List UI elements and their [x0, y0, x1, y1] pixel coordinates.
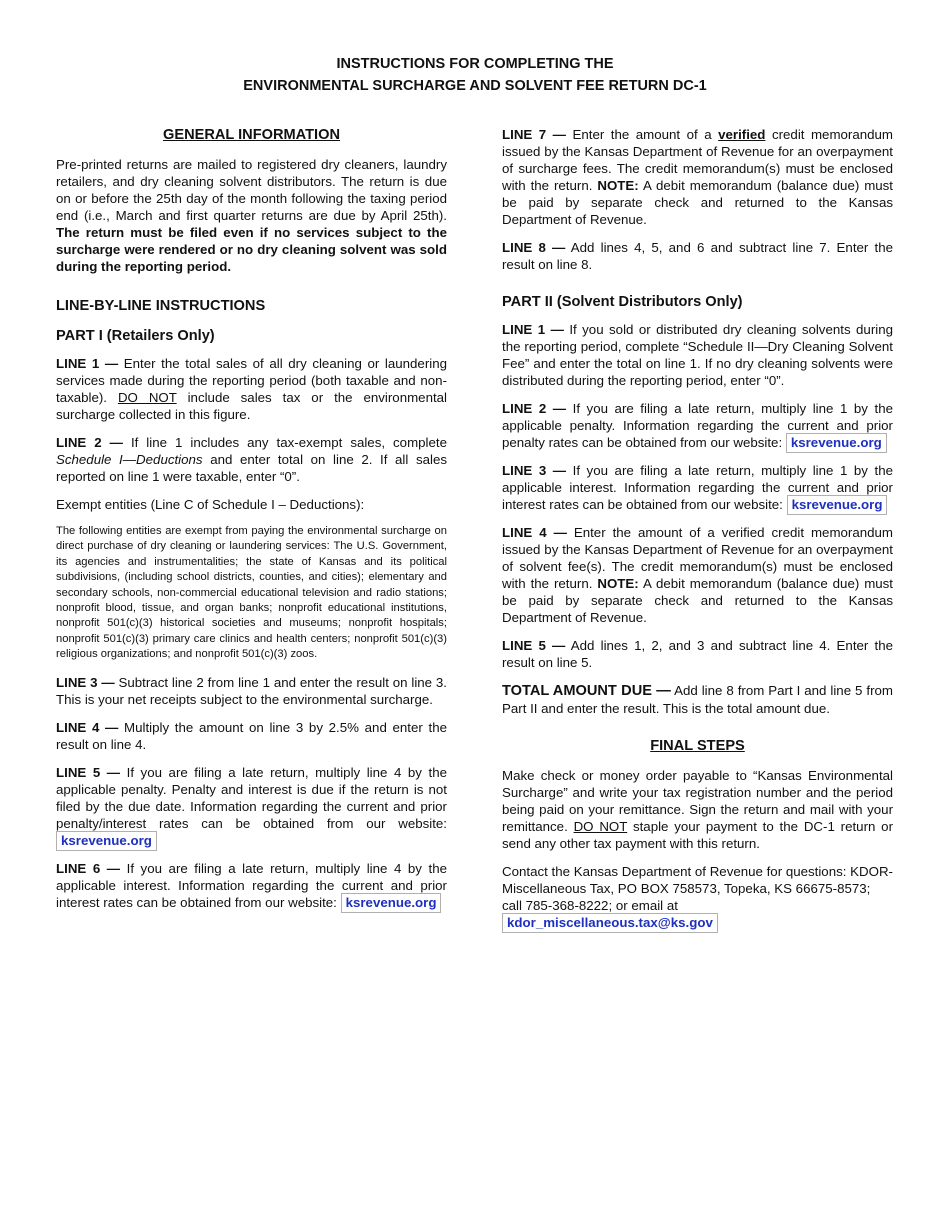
- part1-line7-verified: verified: [718, 127, 766, 142]
- part1-line1-text-b: include sales tax or the environmental surcharge collected in this figure.: [56, 390, 448, 422]
- part2-line3-paragraph: [502, 462, 893, 513]
- part1-line7-text-b: credit memorandum issued by the Kansas Department of Revenue for an overpayment of surcharge fees. The credit memorandum(s) must be enclosed with the return.: [502, 127, 893, 193]
- part1-line2-label: LINE 2 —: [56, 435, 123, 450]
- general-information-heading: GENERAL INFORMATION: [162, 127, 340, 143]
- ksrevenue-link[interactable]: ksrevenue.org: [786, 433, 887, 453]
- contact-text: Contact the Kansas Department of Revenue for questions: KDOR-Miscellaneous Tax, PO BOX 758573, Topeka, KS 66675-8573; call 785-368-8222; or email at: [502, 864, 893, 913]
- part1-line7-note: NOTE:: [597, 178, 639, 193]
- part1-line7-text-a: Enter the amount of a: [572, 127, 712, 142]
- part1-line1-paragraph: [56, 355, 447, 423]
- part1-line1-label: LINE 1 —: [56, 356, 119, 371]
- exempt-text: The following entities are exempt from paying the environmental surcharge on direct purchase of dry cleaning or laundering services: The U.S. Government, its agencies and instrumentalities; the state of Kansas and its political subdivisions, (including school districts, counties, and cities); elementary and secondary schools, non-commercial educational television and radio stations; nonprofit blood, tissue, and organ banks; nonprofit educational institutions, nonprofit 501(c)(3) historical societies and museums; nonprofit hospitals; nonprofit 501(c)(3) primary care clinics and health centers; nonprofit 501(c)(3) religious organizations; and nonprofit 501(c)(3) zoos.: [56, 525, 447, 661]
- part2-line4-note: NOTE:: [597, 576, 639, 591]
- left-column: [56, 126, 447, 922]
- part1-line4-label: LINE 4 —: [56, 719, 119, 735]
- total-amount-label: TOTAL AMOUNT DUE —: [502, 683, 671, 699]
- email-link[interactable]: kdor_miscellaneous.tax@ks.gov: [502, 913, 718, 933]
- part2-line1-label: LINE 1 —: [502, 322, 564, 337]
- part1-line1-do-not: DO NOT: [117, 390, 177, 405]
- part2-line3-text: If you are filing a late return, multiply line 1 by the applicable interest. Information regarding the current and prior interest rates can be obtained from our website:: [502, 463, 893, 512]
- final-do-not: DO NOT: [573, 819, 628, 834]
- part-2-heading: PART II (Solvent Distributors Only): [502, 294, 743, 310]
- part1-line6-label: LINE 6 —: [56, 860, 121, 876]
- part2-line5-paragraph: [502, 637, 893, 671]
- general-text: Pre-printed returns are mailed to registered dry cleaners, laundry retailers, and dry cleaning solvent distributors. The return is due on or before the 25th day of the month following the taxing period end (i.e., March and first quarter returns are due by April 25th).: [56, 157, 447, 223]
- part2-line2-label: LINE 2 —: [502, 401, 567, 416]
- general-information-paragraph: [56, 156, 447, 275]
- part2-line1-text: If you sold or distributed dry cleaning solvents during the reporting period, complete “Schedule II—Dry Cleaning Solvent Fee” and enter the total on line 1. If no dry cleaning solvents were distributed during the reporting period, enter “0”.: [502, 322, 893, 388]
- part1-line8-label: LINE 8 —: [502, 240, 566, 255]
- part1-line5-paragraph: [56, 764, 447, 849]
- ksrevenue-link[interactable]: ksrevenue.org: [787, 495, 888, 515]
- part1-line4-text: Multiply the amount on line 3 by 2.5% and enter the result on line 4.: [56, 719, 447, 752]
- final-text-a: Make check or money order payable to “Kansas Environmental Surcharge” and write your tax registration number and the period being paid on your remittance. Sign the return and mail with your remittance.: [502, 768, 893, 834]
- total-amount-paragraph: [502, 682, 893, 717]
- title-line-1: INSTRUCTIONS FOR COMPLETING THE: [336, 56, 614, 72]
- part1-line7-text-c: A debit memorandum (balance due) must be paid by separate check and returned to the Kansas Department of Revenue.: [502, 178, 894, 227]
- part1-line2-paragraph: [56, 434, 447, 485]
- final-text-b: staple your payment to the DC-1 return or send any other tax payment with this return.: [502, 819, 894, 851]
- part2-line3-label: LINE 3 —: [502, 463, 567, 478]
- part2-line4-paragraph: [502, 524, 893, 626]
- final-steps-paragraph: [502, 767, 893, 852]
- general-bold-text: The return must be filed even if no services subject to the surcharge were rendered or no dry cleaning solvent was sold during the reporting period.: [56, 225, 447, 274]
- title-line-2: ENVIRONMENTAL SURCHARGE AND SOLVENT FEE RETURN DC-1: [243, 78, 707, 94]
- part1-line8-paragraph: [502, 239, 893, 273]
- page-title: [0, 53, 950, 97]
- part1-line3-paragraph: [56, 674, 447, 708]
- part2-line1-paragraph: [502, 321, 893, 389]
- part2-line2-text: If you are filing a late return, multiply line 1 by the applicable penalty. Information regarding the current and prior penalty rates can be obtained from our website:: [502, 401, 893, 450]
- part2-line4-text-a: Enter the amount of a verified credit memorandum issued by the Kansas Department of Revenue for an overpayment of solvent fee(s). The credit memorandum(s) must be enclosed with the return.: [502, 525, 893, 591]
- part1-line3-label: LINE 3 —: [56, 674, 115, 690]
- ksrevenue-link[interactable]: ksrevenue.org: [341, 893, 442, 913]
- part1-line2-text-b: and enter total on line 2. If all sales reported on line 1 were taxable, enter “0”.: [56, 452, 447, 484]
- line-by-line-heading: LINE-BY-LINE INSTRUCTIONS: [56, 298, 266, 314]
- part2-line5-text: Add lines 1, 2, and 3 and subtract line 4. Enter the result on line 5.: [502, 638, 893, 670]
- part1-line8-text: Add lines 4, 5, and 6 and subtract line 7. Enter the result on line 8.: [502, 240, 893, 272]
- part1-line2-text-a: If line 1 includes any tax-exempt sales, complete: [130, 435, 447, 450]
- part1-line7-label: LINE 7 —: [502, 127, 566, 142]
- contact-paragraph: [502, 863, 893, 931]
- part1-line4-paragraph: [56, 719, 447, 753]
- part2-line4-text-b: A debit memorandum (balance due) must be paid by separate check and returned to the Kansas Department of Revenue.: [502, 576, 894, 625]
- part2-line5-label: LINE 5 —: [502, 638, 566, 653]
- part1-line7-paragraph: [502, 126, 893, 228]
- part1-line1-text-a: Enter the total sales of all dry cleaning or laundering services made during the reporting period (both taxable and non-taxable).: [56, 356, 447, 405]
- part2-line2-paragraph: [502, 400, 893, 451]
- part-1-heading: PART I (Retailers Only): [56, 328, 215, 344]
- part1-line6-paragraph: [56, 860, 447, 911]
- exempt-heading: Exempt entities (Line C of Schedule I – Deductions):: [56, 497, 365, 512]
- final-steps-heading: FINAL STEPS: [650, 738, 745, 754]
- part1-line3-text: Subtract line 2 from line 1 and enter the result on line 3. This is your net receipts subject to the environmental surcharge.: [56, 674, 447, 707]
- part1-line6-text: If you are filing a late return, multiply line 4 by the applicable interest. Information regarding the current and prior interest rates can be obtained from our website:: [56, 860, 447, 910]
- part1-line5-label: LINE 5 —: [56, 764, 121, 780]
- part1-line5-text: If you are filing a late return, multiply line 4 by the applicable penalty. Penalty and interest is due if the return is not filed by the due date. Information regarding the current and prior penalty/interest rates can be obtained from our website:: [56, 764, 447, 831]
- part1-line2-schedule: Schedule I—Deductions: [56, 452, 203, 467]
- total-amount-text: Add line 8 from Part I and line 5 from Part II and enter the result. This is the total amount due.: [502, 683, 893, 716]
- ksrevenue-link[interactable]: ksrevenue.org: [56, 831, 157, 851]
- right-column: [502, 126, 893, 942]
- part2-line4-label: LINE 4 —: [502, 525, 567, 540]
